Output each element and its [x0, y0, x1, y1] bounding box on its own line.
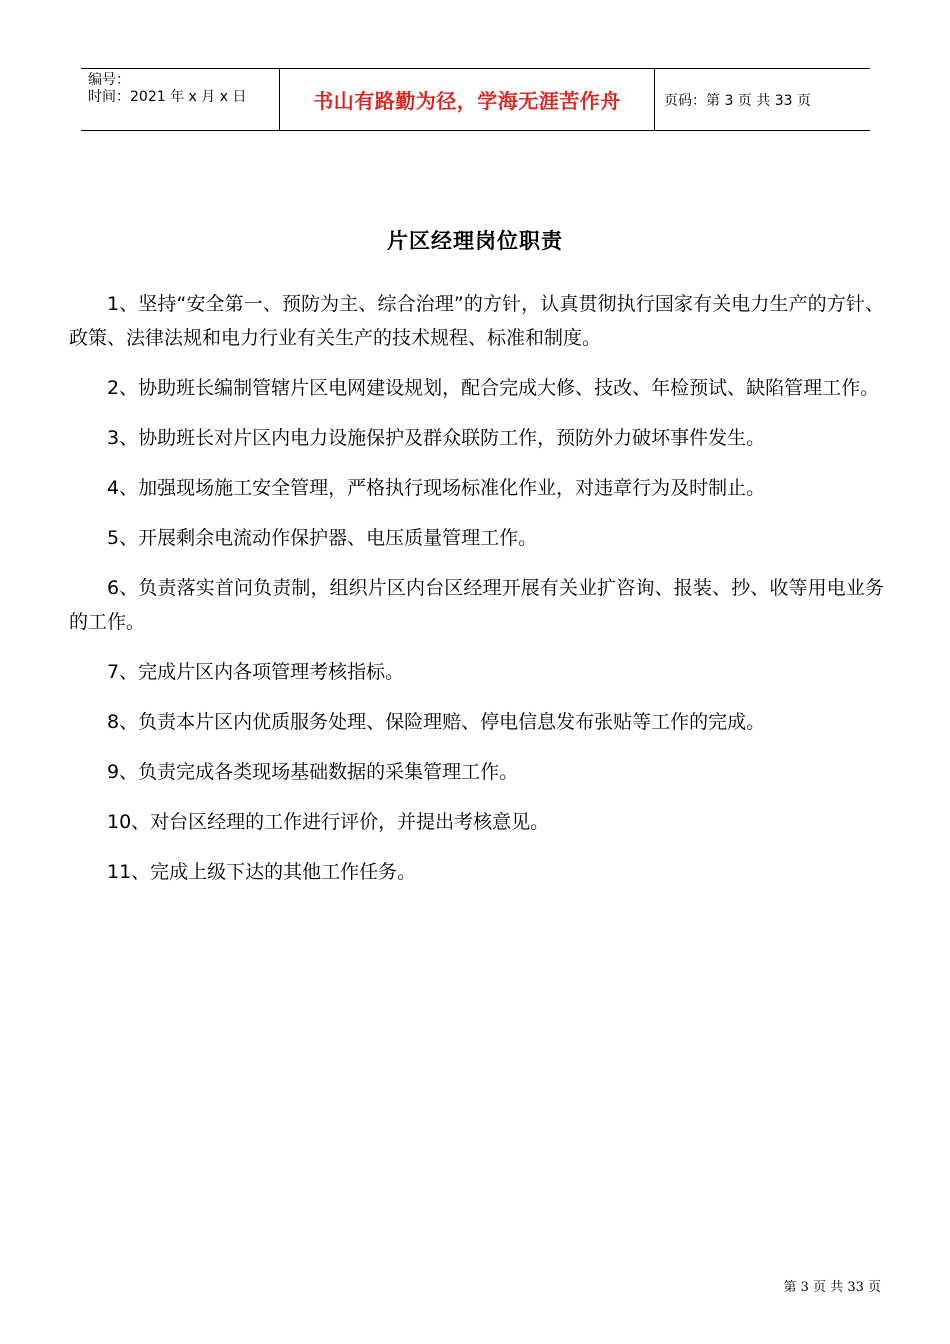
- header-meta: [81, 69, 280, 130]
- duty-item-11: 11、完成上级下达的其他工作任务。: [107, 861, 417, 883]
- document-body: [69, 287, 884, 905]
- header-motto: 书山有路勤为径，学海无涯苦作舟: [280, 69, 655, 130]
- header-page-info: 页码：第 3 页 共 33 页: [664, 92, 811, 109]
- duty-item-1: 1、坚持“安全第一、预防为主、综合治理”的方针，认真贯彻执行国家有关电力生产的方针、政策、法律法规和电力行业有关生产的技术规程、标准和制度。: [69, 293, 884, 349]
- document-title: 片区经理岗位职责: [387, 229, 563, 253]
- duty-item-10: 10、对台区经理的工作进行评价，并提出考核意见。: [107, 811, 550, 833]
- duty-item-4: 4、加强现场施工安全管理，严格执行现场标准化作业，对违章行为及时制止。: [107, 477, 766, 499]
- duty-item-6: 6、负责落实首问负责制，组织片区内台区经理开展有关业扩咨询、报装、抄、收等用电业务的工作。: [69, 577, 884, 633]
- duty-item-8: 8、负责本片区内优质服务处理、保险理赔、停电信息发布张贴等工作的完成。: [107, 711, 766, 733]
- duty-item-3: 3、协助班长对片区内电力设施保护及群众联防工作，预防外力破坏事件发生。: [107, 427, 766, 449]
- duty-item-9: 9、负责完成各类现场基础数据的采集管理工作。: [107, 761, 519, 783]
- page-header: [81, 68, 870, 131]
- duty-item-7: 7、完成片区内各项管理考核指标。: [107, 661, 405, 683]
- document-date: 时间：2021 年 x 月 x 日: [88, 89, 247, 105]
- duty-item-5: 5、开展剩余电流动作保护器、电压质量管理工作。: [107, 527, 538, 549]
- document-number-label: 编号：: [88, 72, 130, 88]
- duty-item-2: 2、协助班长编制管辖片区电网建设规划，配合完成大修、技改、年检预试、缺陷管理工作。: [107, 377, 880, 399]
- page-footer: 第 3 页 共 33 页: [783, 1280, 881, 1295]
